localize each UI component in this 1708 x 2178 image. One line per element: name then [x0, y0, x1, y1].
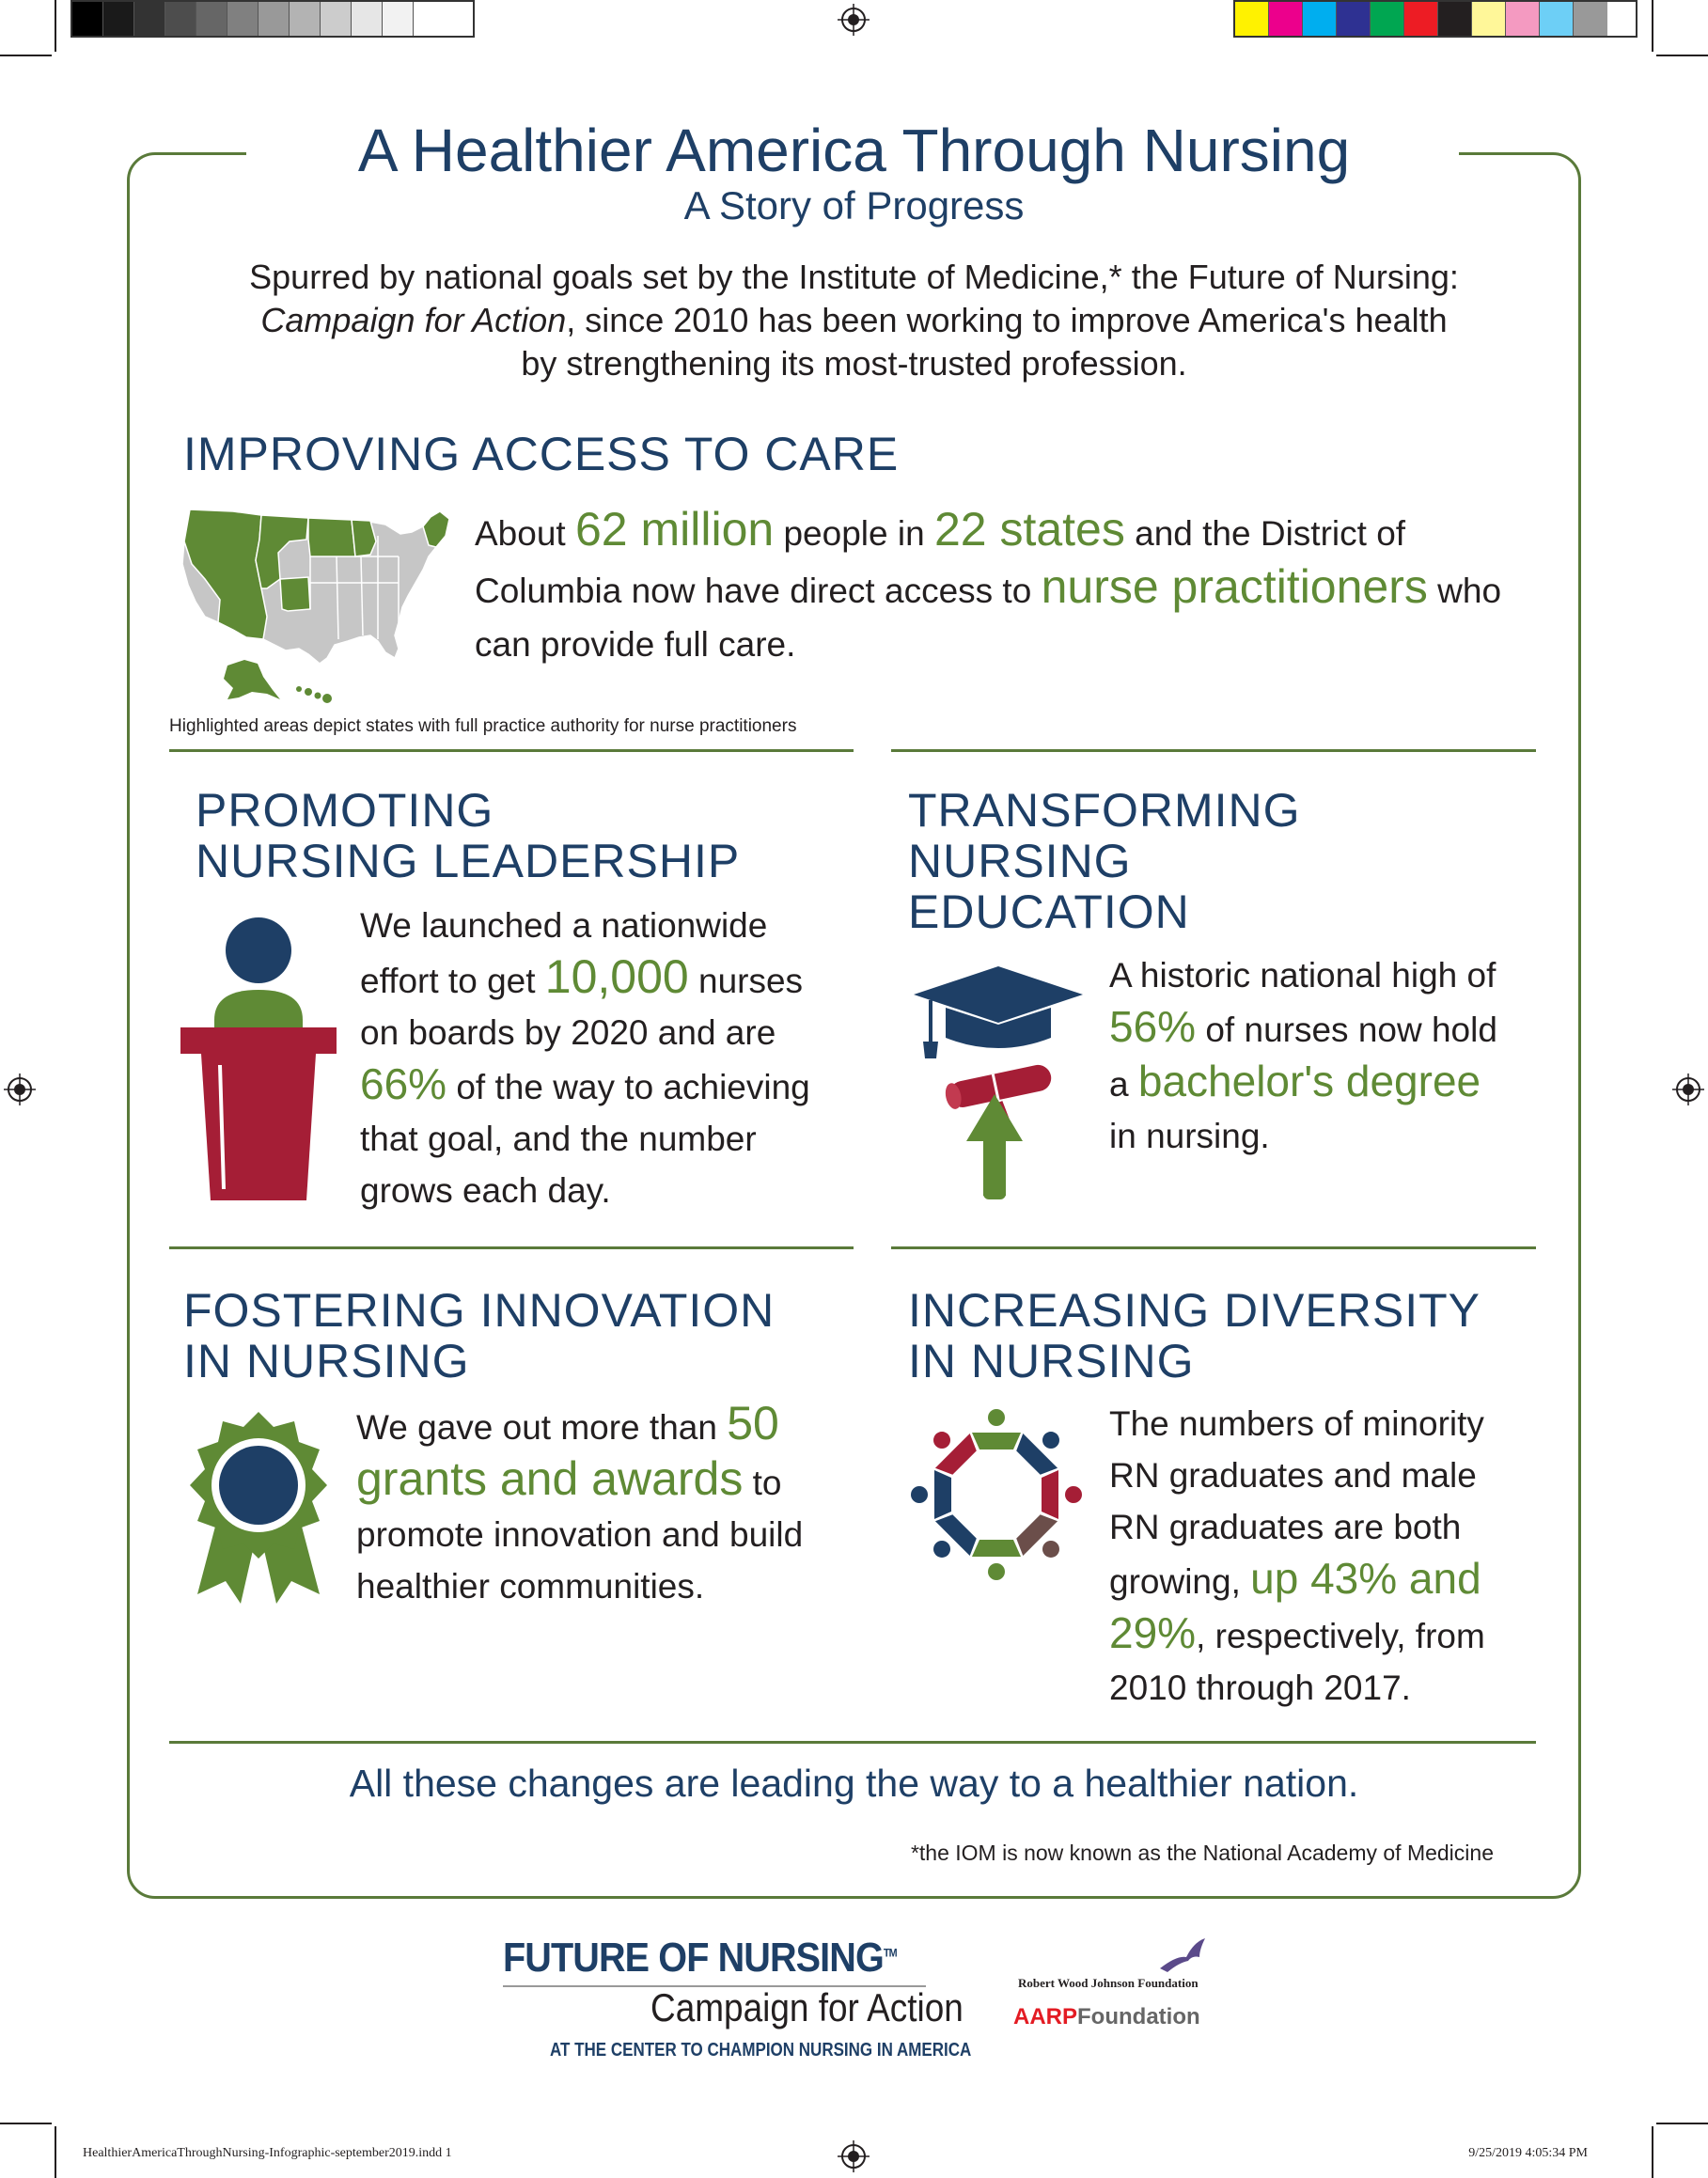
trim-mark: [1656, 55, 1708, 56]
heading-line: FOSTERING INNOVATION: [183, 1284, 776, 1337]
foundation-wordmark: Foundation: [1077, 2004, 1200, 2029]
section-divider: [891, 749, 1536, 752]
stat-43-29-percent: up 43% and 29%: [1109, 1554, 1481, 1657]
trim-mark: [1656, 2123, 1708, 2124]
trim-mark: [55, 0, 56, 52]
graduation-cap-diploma-icon: [904, 961, 1092, 1205]
footnote: *the IOM is now known as the National Academy of Medicine: [910, 1841, 1494, 1865]
highlight-nurse-practitioners: nurse practitioners: [1041, 560, 1428, 613]
registration-mark-icon: [4, 1073, 36, 1105]
heading-line: EDUCATION: [908, 885, 1190, 938]
access-text: [475, 503, 1537, 671]
color-swatch-bar: [1233, 0, 1637, 38]
section-divider: [169, 1741, 1536, 1744]
future-of-nursing-logo: [503, 1935, 897, 1982]
leadership-text: [360, 900, 830, 1216]
stat-66-percent: 66%: [360, 1059, 447, 1108]
campaign-for-action-logo: Campaign for Action: [650, 1985, 964, 2029]
heading-line: TRANSFORMING: [908, 784, 1301, 837]
stat-56-percent: 56%: [1109, 1002, 1197, 1051]
section-divider: [169, 1246, 854, 1249]
diversity-text-part: , respectively, from 2010 through 2017.: [1109, 1617, 1485, 1707]
section-divider: [169, 749, 854, 752]
education-text-part: of nurses now hold a: [1109, 1011, 1497, 1104]
heading-line: IN NURSING: [908, 1335, 1195, 1387]
rwjf-logo: Robert Wood Johnson Foundation: [1018, 1976, 1199, 1990]
innovation-text: [356, 1398, 826, 1612]
highlight-bachelors-degree: bachelor's degree: [1137, 1057, 1481, 1105]
education-text-part: A historic national high of: [1109, 956, 1496, 995]
innovation-heading: [183, 1285, 775, 1387]
education-text-part: in nursing.: [1109, 1117, 1270, 1155]
award-badge-icon: [179, 1410, 338, 1607]
page-subtitle: A Story of Progress: [683, 183, 1025, 227]
access-text-part: who can provide full care.: [475, 572, 1502, 664]
education-text: [1109, 949, 1513, 1162]
diversity-heading: [908, 1285, 1481, 1387]
map-caption: Highlighted areas depict states with full practice authority for nurse practitioners: [169, 716, 797, 736]
registration-mark-icon: [1672, 1073, 1704, 1105]
trim-mark: [0, 2123, 52, 2124]
logo-text: FUTURE OF NURSING: [503, 1935, 884, 1981]
leadership-text-part: of the way to achieving that goal, and the number grows each day.: [360, 1068, 810, 1210]
leadership-heading: [196, 785, 740, 886]
diversity-text: [1109, 1398, 1528, 1714]
intro-line: Spurred by national goals set by the Institute of Medicine,* the Future of Nursing:: [249, 258, 1459, 296]
heading-line: PROMOTING: [196, 784, 494, 837]
innovation-text-part: We gave out more than: [356, 1408, 728, 1447]
stat-50-grants: 50 grants and awards: [356, 1397, 779, 1505]
trim-mark: [55, 2126, 56, 2178]
grayscale-swatch-bar: [71, 0, 475, 38]
heading-line: NURSING: [908, 835, 1132, 887]
aarp-foundation-logo: [1013, 2004, 1200, 2030]
intro-line: by strengthening its most-trusted profession.: [521, 344, 1187, 383]
stat-62-million: 62 million: [574, 503, 775, 556]
print-slug-filename: HealthierAmericaThroughNursing-Infographic-september2019.indd 1: [83, 2146, 452, 2160]
print-slug-timestamp: 9/25/2019 4:05:34 PM: [1468, 2146, 1588, 2160]
heading-line: NURSING LEADERSHIP: [196, 835, 741, 887]
registration-mark-icon: [838, 4, 870, 36]
innovation-text-part: to promote innovation and build healthier communities.: [356, 1464, 804, 1606]
us-map-icon: [177, 498, 459, 707]
access-heading: IMPROVING ACCESS TO CARE: [183, 428, 900, 480]
registration-mark-icon: [838, 2140, 870, 2172]
stat-22-states: 22 states: [933, 503, 1125, 556]
trademark: TM: [883, 1946, 897, 1960]
education-heading: [908, 785, 1301, 937]
trim-mark: [1652, 2126, 1653, 2178]
intro-line: , since 2010 has been working to improve America's health: [566, 301, 1448, 339]
heading-line: IN NURSING: [183, 1335, 470, 1387]
eagle-logo-icon: [1158, 1936, 1207, 1974]
section-divider: [891, 1246, 1536, 1249]
access-text-part: people in: [774, 514, 934, 553]
stat-10000: 10,000: [544, 950, 689, 1003]
logo-tagline: AT THE CENTER TO CHAMPION NURSING IN AMERICA: [550, 2040, 972, 2060]
trim-mark: [1652, 0, 1653, 52]
diverse-people-circle-icon: [902, 1405, 1090, 1584]
podium-speaker-icon: [179, 917, 338, 1200]
aarp-wordmark: AARP: [1013, 2004, 1078, 2029]
page-title: A Healthier America Through Nursing: [357, 117, 1351, 184]
intro-paragraph: [165, 256, 1543, 385]
leadership-text-part: We launched a nationwide effort to get: [360, 906, 768, 1000]
intro-campaign-name: Campaign for Action: [260, 301, 567, 339]
closing-statement: All these changes are leading the way to a healthier nation.: [349, 1762, 1359, 1805]
access-text-part: About: [475, 514, 575, 553]
diversity-text-part: The numbers of minority RN graduates and male RN graduates are both growing,: [1109, 1404, 1484, 1601]
trim-mark: [0, 55, 52, 56]
access-text-part: and the District of Columbia now have direct access to: [475, 514, 1406, 610]
leadership-text-part: nurses on boards by 2020 and are: [360, 962, 804, 1052]
heading-line: INCREASING DIVERSITY: [908, 1284, 1481, 1337]
